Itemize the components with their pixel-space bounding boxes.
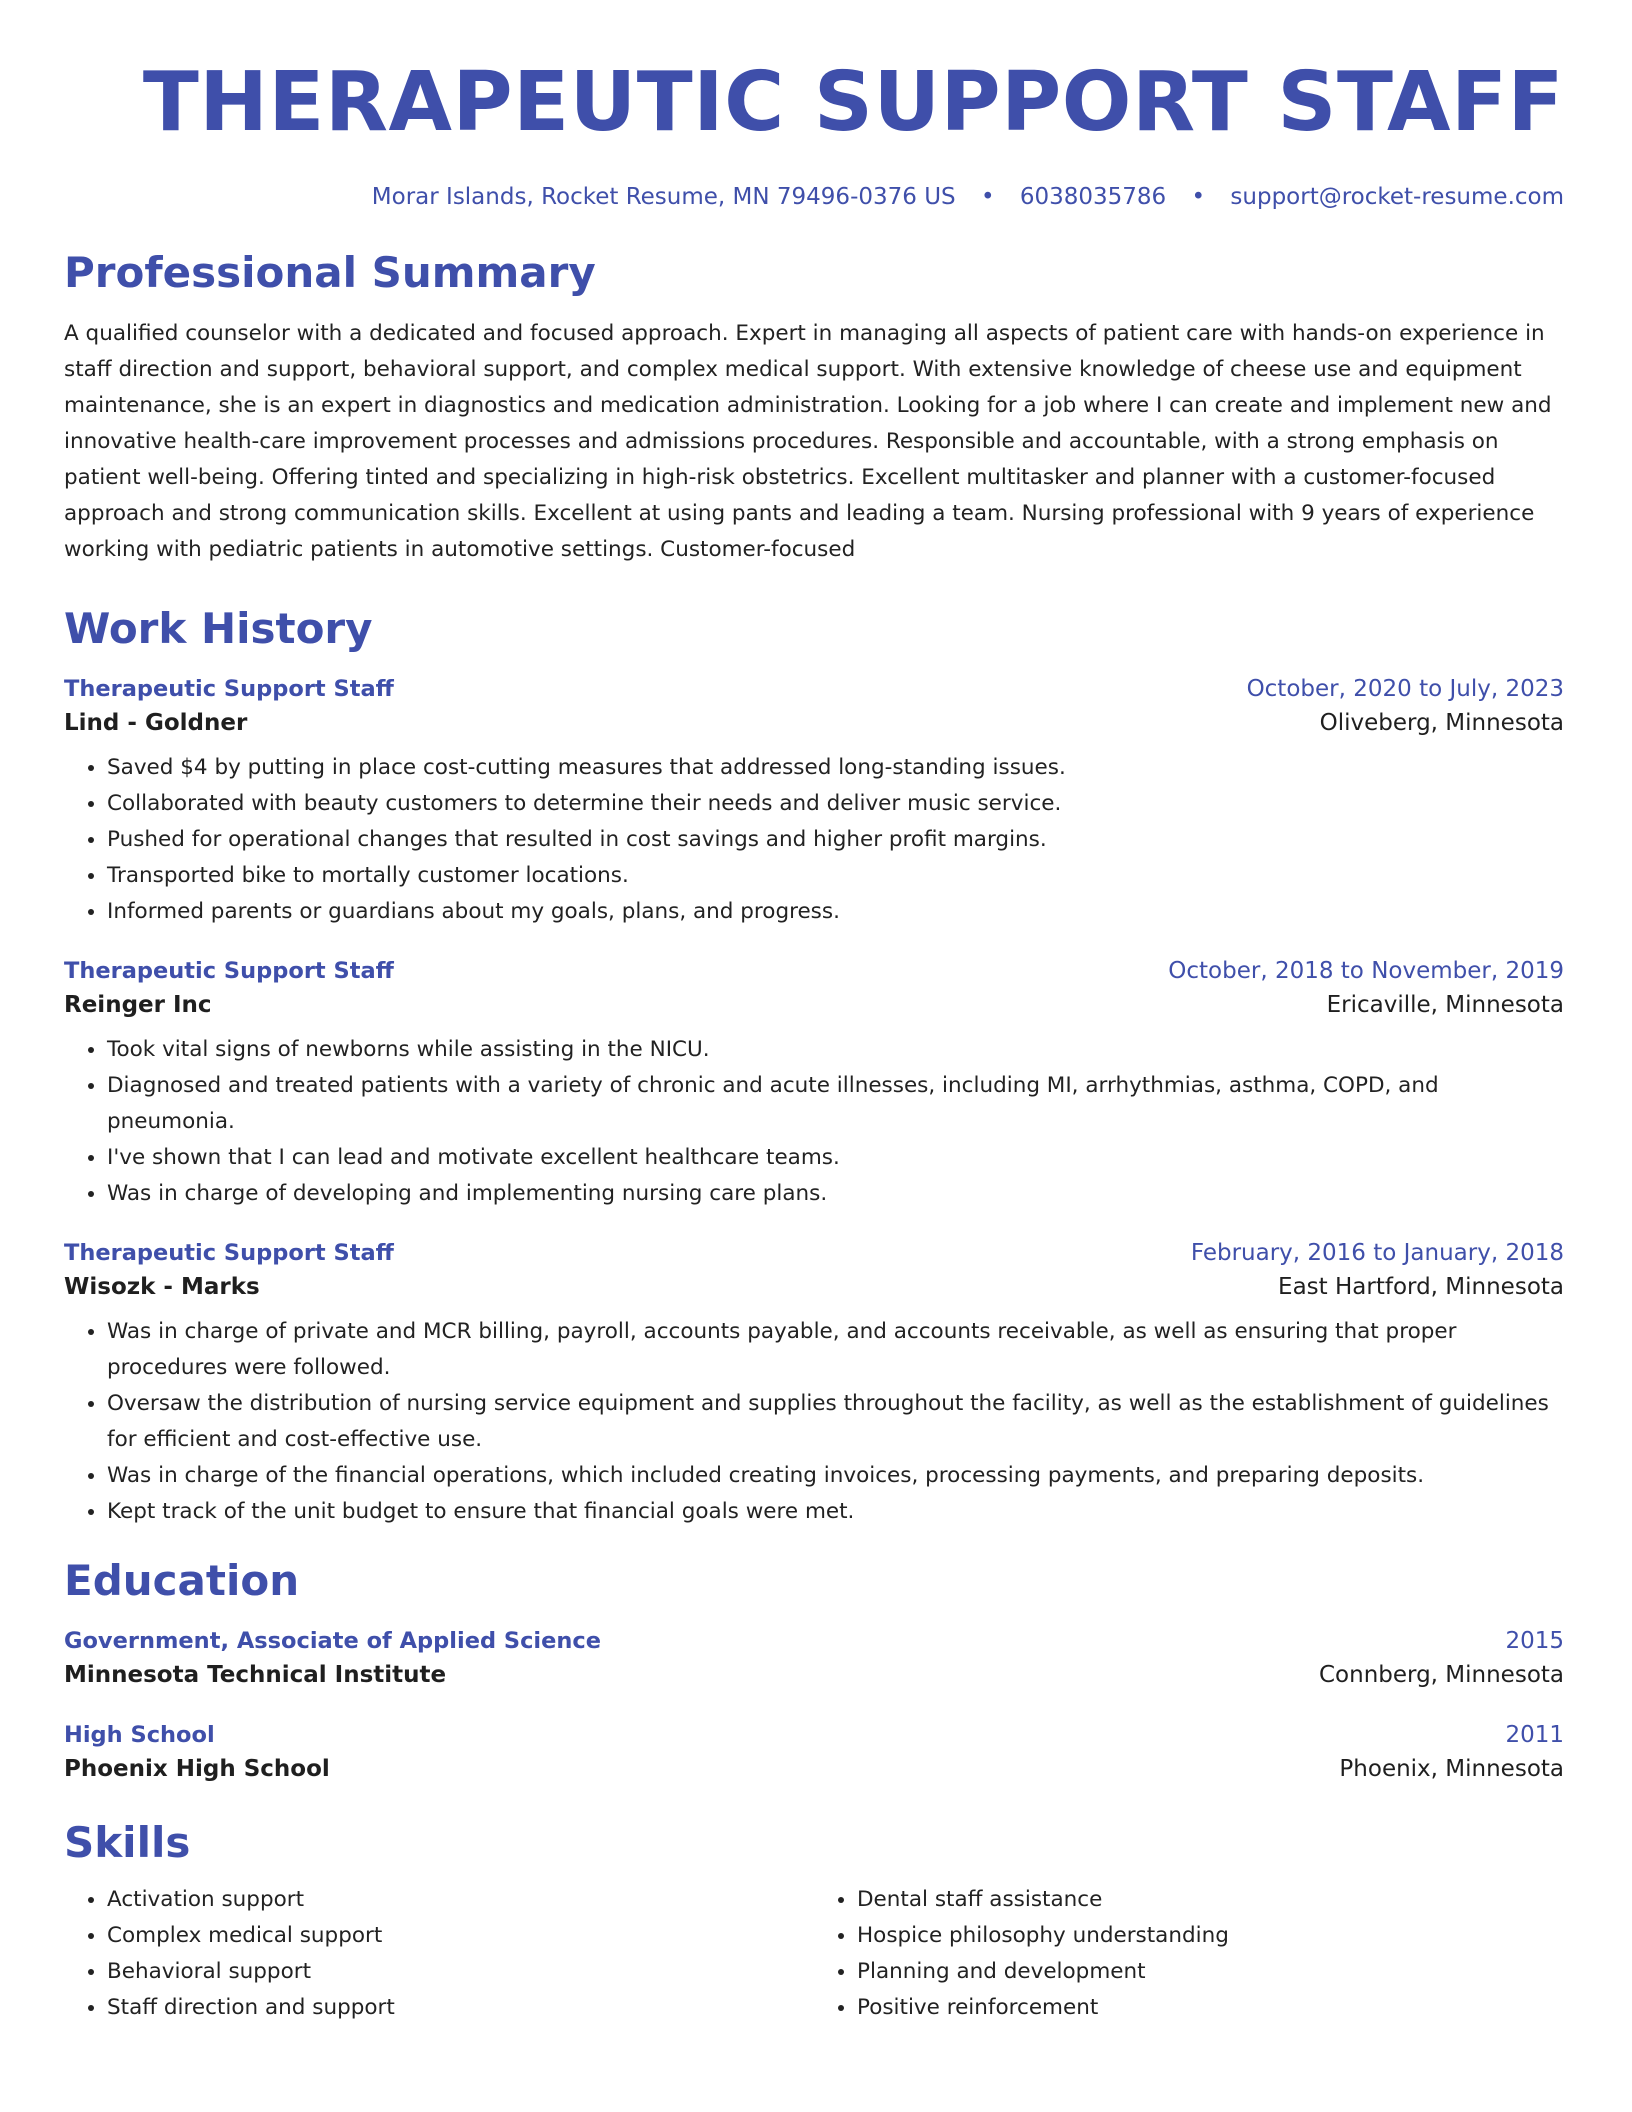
job-bullets <box>64 1032 1564 1212</box>
job-bullet: • Saved $4 by putting in place cost-cutting measures that addressed long-standing issues. <box>107 750 1564 786</box>
job-bullets <box>64 1314 1564 1530</box>
job-location: East Hartford, Minnesota <box>1278 1274 1564 1300</box>
education-section <box>64 1556 1564 1782</box>
job-company-row <box>64 1274 1564 1300</box>
job-bullet: • Kept track of the unit budget to ensure that financial goals were met. <box>107 1494 1564 1530</box>
education-school: Phoenix High School <box>64 1756 330 1782</box>
skills-list-right <box>814 1882 1564 2026</box>
job-role: Therapeutic Support Staff <box>64 958 394 984</box>
skills-list-left <box>64 1882 814 2026</box>
job-location: Oliveberg, Minnesota <box>1319 710 1564 736</box>
education-location: Connberg, Minnesota <box>1318 1662 1564 1688</box>
summary-section <box>64 248 1564 568</box>
job-role: Therapeutic Support Staff <box>64 1240 394 1266</box>
contact-phone: 6038035786 <box>1019 184 1167 210</box>
skill-item: • Complex medical support <box>107 1918 814 1954</box>
work-history-section <box>64 604 1564 1530</box>
job-bullet: • Was in charge of the financial operations, which included creating invoices, processing payments, and preparing deposits. <box>107 1458 1564 1494</box>
job-company: Lind - Goldner <box>64 710 248 736</box>
job-bullet: • Was in charge of private and MCR billing, payroll, accounts payable, and accounts receivable, as well as ensuring that proper procedures were followed. <box>107 1314 1564 1386</box>
skill-item: • Staff direction and support <box>107 1990 814 2026</box>
skills-title: Skills <box>64 1818 191 1867</box>
contact-line <box>64 184 1564 210</box>
education-school-row <box>64 1662 1564 1688</box>
job-dates: February, 2016 to January, 2018 <box>1190 1240 1564 1266</box>
job-bullet: • Informed parents or guardians about my goals, plans, and progress. <box>107 894 1564 930</box>
job-entry <box>64 1240 1564 1530</box>
summary-title: Professional Summary <box>64 248 596 297</box>
job-header-row <box>64 676 1564 702</box>
contact-email: support@rocket-resume.com <box>1230 184 1564 210</box>
skill-item: • Hospice philosophy understanding <box>857 1918 1564 1954</box>
education-header-row <box>64 1722 1564 1748</box>
skills-section <box>64 1818 1564 2026</box>
job-bullet: • Diagnosed and treated patients with a variety of chronic and acute illnesses, including MI, arrhythmias, asthma, COPD, and pneumonia. <box>107 1068 1564 1140</box>
job-dates: October, 2020 to July, 2023 <box>1246 676 1564 702</box>
job-company-row <box>64 710 1564 736</box>
job-location: Ericaville, Minnesota <box>1326 992 1564 1018</box>
job-bullets <box>64 750 1564 930</box>
job-company: Wisozk - Marks <box>64 1274 260 1300</box>
education-degree: Government, Associate of Applied Science <box>64 1628 602 1654</box>
education-entry <box>64 1722 1564 1782</box>
education-school-row <box>64 1756 1564 1782</box>
job-bullet: • Pushed for operational changes that resulted in cost savings and higher profit margins. <box>107 822 1564 858</box>
job-bullet: • Took vital signs of newborns while assisting in the NICU. <box>107 1032 1564 1068</box>
job-company: Reinger Inc <box>64 992 212 1018</box>
work-history-title: Work History <box>64 604 373 653</box>
education-title: Education <box>64 1556 300 1605</box>
job-dates: October, 2018 to November, 2019 <box>1168 958 1564 984</box>
education-degree: High School <box>64 1722 215 1748</box>
skill-item: • Activation support <box>107 1882 814 1918</box>
skills-columns <box>64 1882 1564 2026</box>
job-bullet: • Was in charge of developing and implementing nursing care plans. <box>107 1176 1564 1212</box>
education-school: Minnesota Technical Institute <box>64 1662 447 1688</box>
job-bullet: • Oversaw the distribution of nursing service equipment and supplies throughout the facility, as well as the establishment of guidelines for efficient and cost-effective use. <box>107 1386 1564 1458</box>
job-header-row <box>64 1240 1564 1266</box>
summary-text: A qualified counselor with a dedicated and focused approach. Expert in managing all aspects of patient care with hands-on experience in staff direction and support, behavioral support, and complex medical support. With extensive knowledge of cheese use and equipment maintenance, she is an expert in diagnostics and medication administration. Looking for a job where I can create and implement new and innovative health-care improvement processes and admissions procedures. Responsible and accountable, with a strong emphasis on patient well-being. Offering tinted and specializing in high-risk obstetrics. Excellent multitasker and planner with a customer-focused approach and strong communication skills. Excellent at using pants and leading a team. Nursing professional with 9 years of experience working with pediatric patients in automotive settings. Customer-focused <box>64 321 1552 562</box>
education-location: Phoenix, Minnesota <box>1339 1756 1564 1782</box>
skill-item: • Dental staff assistance <box>857 1882 1564 1918</box>
job-entry <box>64 676 1564 930</box>
job-company-row <box>64 992 1564 1018</box>
contact-address: Morar Islands, Rocket Resume, MN 79496-0376 US <box>371 184 956 210</box>
contact-separator: • <box>1191 184 1206 210</box>
candidate-name: THERAPEUTIC SUPPORT STAFF <box>142 55 1564 150</box>
job-bullet: • Transported bike to mortally customer locations. <box>107 858 1564 894</box>
education-year: 2015 <box>1505 1628 1564 1654</box>
skill-item: • Positive reinforcement <box>857 1990 1564 2026</box>
job-header-row <box>64 958 1564 984</box>
job-entry <box>64 958 1564 1212</box>
education-header-row <box>64 1628 1564 1654</box>
education-year: 2011 <box>1505 1722 1564 1748</box>
contact-separator: • <box>980 184 995 210</box>
education-entry <box>64 1628 1564 1688</box>
skill-item: • Planning and development <box>857 1954 1564 1990</box>
job-bullet: • I've shown that I can lead and motivate excellent healthcare teams. <box>107 1140 1564 1176</box>
job-bullet: • Collaborated with beauty customers to determine their needs and deliver music service. <box>107 786 1564 822</box>
job-role: Therapeutic Support Staff <box>64 676 394 702</box>
skill-item: • Behavioral support <box>107 1954 814 1990</box>
